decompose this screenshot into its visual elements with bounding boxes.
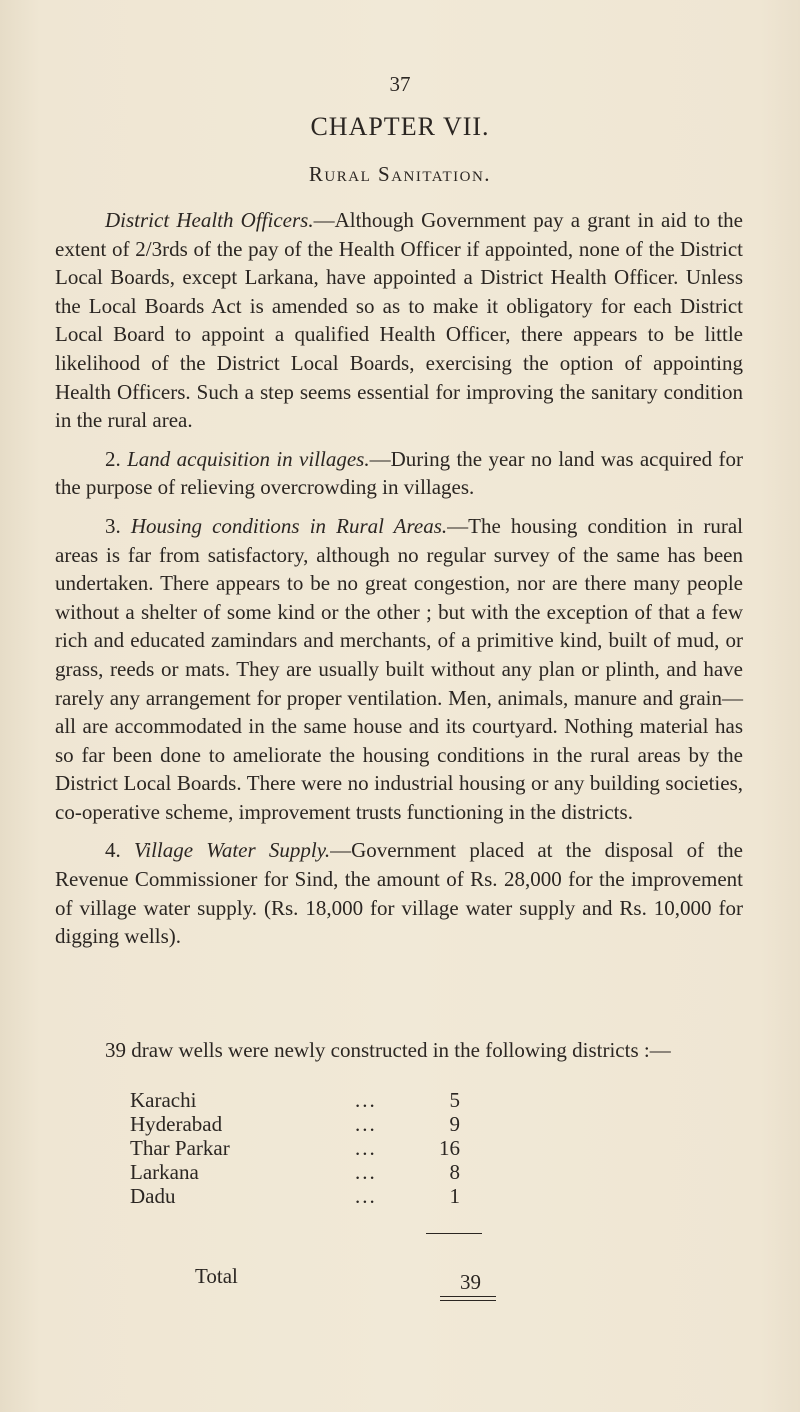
district-name: Hyderabad xyxy=(130,1112,223,1136)
paragraph-heading: Village Water Supply. xyxy=(133,838,331,863)
leader-dots: ... xyxy=(355,1136,377,1160)
leader-dots: ... xyxy=(355,1184,377,1208)
district-name: Larkana xyxy=(130,1160,199,1184)
table-row xyxy=(130,1136,480,1160)
paragraph-number: 3. xyxy=(105,513,121,538)
paragraph-heading: Housing conditions in Rural Areas. xyxy=(130,513,448,538)
district-name: Thar Parkar xyxy=(130,1136,230,1160)
well-count: 1 xyxy=(449,1184,460,1208)
leader-dots: ... xyxy=(355,1088,377,1112)
paragraph-housing-conditions xyxy=(55,512,743,827)
total-rule xyxy=(426,1233,482,1234)
paragraph-land-acquisition xyxy=(55,445,743,502)
paragraph-body: —During the year no land was acquired for the purpose of relieving overcrowding in villages. xyxy=(55,446,743,500)
table-row xyxy=(130,1112,480,1136)
paragraph-heading: District Health Officers. xyxy=(105,208,314,232)
leader-dots: ... xyxy=(355,1112,377,1136)
paragraph-body: —The housing condition in rural areas is far from satisfactory, although no regular survey of the same has been undertaken. There appears to be no great congestion, nor are there many people without a shelter of some kind or the other ; but with the exception of that a few rich and educated zamindars and merchants, of a primitive kind, built of mud, or grass, reeds or mats. They are usually built without any plan or plinth, and have rarely any arrangement for proper ventilation. Men, animals, manure and grain—all are accommodated in the same house and its courtyard. Nothing material has so far been done to ameliorate the housing conditions in the rural areas by the District Local Boards. There were no industrial housing or any building societies, co-operative scheme, improvement trusts functioning in the districts. xyxy=(55,513,743,824)
paragraph-body: —Although Government pay a grant in aid to the extent of 2/3rds of the pay of the Health Officer if appointed, none of the District Local Boards, except Larkana, have appointed a District Health Officer. Unless the Local Boards Act is amended so as to make it obligatory for each District Local Board to appoint a qualified Health Officer, there appears to be little likelihood of the District Local Boards, exercising the option of appointing Health Officers. Such a step seems essential for improving the sanitary condition in the rural area. xyxy=(55,208,744,433)
total-value: 39 xyxy=(460,1270,481,1294)
table-row xyxy=(130,1184,480,1208)
paragraph-district-health-officers xyxy=(55,206,743,435)
paragraph-heading: Land acquisition in villages. xyxy=(127,446,370,471)
chapter-title: CHAPTER VII. xyxy=(310,112,490,141)
paragraph-number: 4. xyxy=(105,838,121,863)
district-name: Dadu xyxy=(130,1184,176,1208)
table-row xyxy=(130,1088,480,1112)
table-row xyxy=(130,1160,480,1184)
well-count: 9 xyxy=(449,1112,460,1136)
body-text xyxy=(55,206,743,951)
paragraph-number: 2. xyxy=(105,446,121,471)
paragraph-body: —Government placed at the disposal of the Revenue Commissioner for Sind, the amount of Rs. 28,000 for the improvement of village water supply. (Rs. 18,000 for village water supply and Rs. 10,000 for digging wells). xyxy=(55,838,744,949)
total-double-underline xyxy=(440,1296,496,1301)
well-count: 8 xyxy=(449,1160,460,1184)
page-number: 37 xyxy=(389,72,411,96)
well-count: 5 xyxy=(449,1088,460,1112)
wells-intro: 39 draw wells were newly constructed in the following districts :— xyxy=(105,1038,671,1062)
district-name: Karachi xyxy=(130,1088,197,1112)
section-title: Rural Sanitation. xyxy=(308,162,492,186)
well-count: 16 xyxy=(439,1136,460,1160)
wells-table xyxy=(130,1088,480,1208)
leader-dots: ... xyxy=(355,1160,377,1184)
paragraph-village-water-supply xyxy=(55,836,743,950)
total-label: Total xyxy=(195,1264,238,1288)
